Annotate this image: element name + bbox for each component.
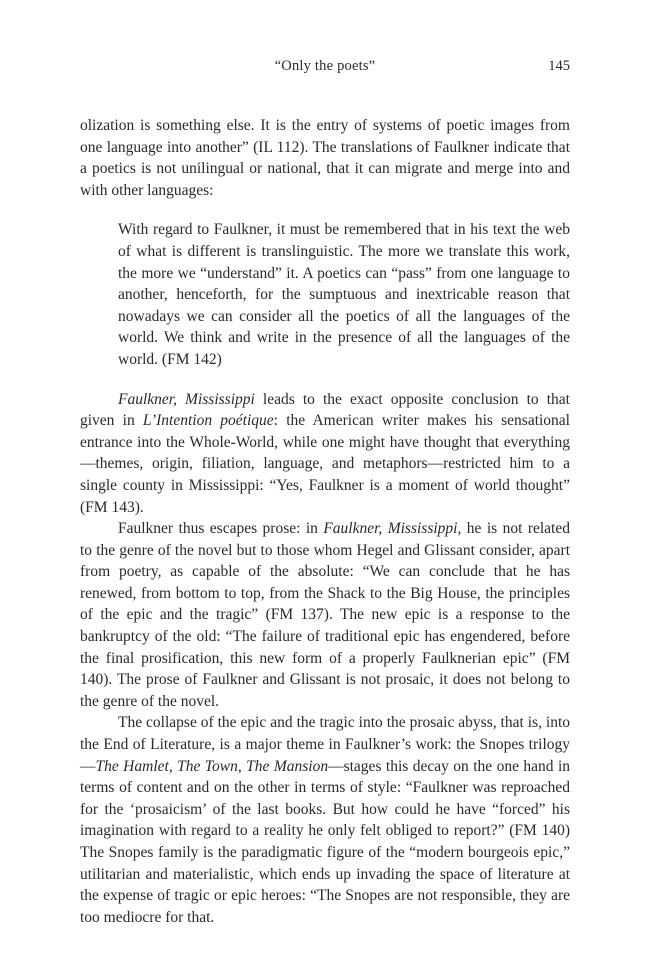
paragraph-text: —stages this decay on the one hand in terms of content and on the other in terms of style: “Faulkner was reproached for the ‘prosaicism’ of the last books. But how could he have “forced” his imagination with regard to a reality he only felt obliged to report?” (FM 140) The Snopes family is the paradigmatic figure of the “modern bourgeois epic,” utilitarian and materialistic, which ends up invading the space of literature at the expense of tragic or epic heroes: “The Snopes are not responsible, they are too mediocre for that. <box>80 757 571 926</box>
running-title: “Only the poets” <box>274 58 376 74</box>
book-title: Faulkner, Mississippi <box>118 390 255 408</box>
book-page <box>80 58 570 928</box>
title-separator: , <box>168 757 178 775</box>
paragraph-text: : the American writer makes his sensational entrance into the Whole-World, while one might have thought that everything—themes, origin, filiation, language, and metaphors—restricted him to a single county in Mississippi: “Yes, Faulkner is a moment of world thought” (FM 143). <box>80 412 570 516</box>
book-title: The Mansion <box>246 757 329 775</box>
paragraph-text: Faulkner thus escapes prose: in <box>118 520 324 538</box>
running-head <box>80 58 570 82</box>
book-title: L’Intention poétique <box>142 412 274 430</box>
page-number: 145 <box>548 58 570 74</box>
paragraph-text: leads to the exact opposite conclusion to that given in <box>80 390 570 430</box>
paragraph-continued: olization is something else. It is the entry of systems of poetic images from one language into another” (IL 112). The translations of Faulkner indicate that a poetics is not unilingual or national, that it can migrate and merge into and with other languages: <box>80 117 570 199</box>
paragraph-text: , he is not related to the genre of the novel but to those whom Hegel and Glissant consider, apart from poetry, as capable of the absolute: “We can conclude that he has renewed, from bottom to top, from the Shack to the Big House, the principles of the epic and the tragic” (FM 137). The new epic is a response to the bankruptcy of the old: “The failure of traditional epic has engendered, before the final prosification, this new form of a properly Faulknerian epic” (FM 140). The prose of Faulkner and Glissant is not prosaic, it does not belong to the genre of the novel. <box>80 520 570 710</box>
paragraph-faulkner-mississippi <box>80 389 570 519</box>
block-quote <box>118 219 570 370</box>
paragraph-collapse-of-epic <box>80 712 570 928</box>
title-separator: , <box>237 757 247 775</box>
paragraph-text: The collapse of the epic and the tragic into the prosaic abyss, that is, into the End of Literature, is a major theme in Faulkner’s work: the Snopes trilogy— <box>80 714 570 775</box>
book-title: The Hamlet <box>95 757 169 775</box>
book-title: Faulkner, Mississippi <box>323 520 458 538</box>
block-quote-text: With regard to Faulkner, it must be remembered that in his text the web of what is different is translinguistic. The more we translate this work, the more we “understand” it. A poetics can “pass” from one language to another, henceforth, for the sumptuous and inextricable reason that nowadays we can consider all the poetics of all the languages of the world. We think and write in the presence of all the languages of the world. (FM 142) <box>118 221 570 368</box>
book-title: The Town <box>177 757 238 775</box>
body-text <box>80 115 570 928</box>
paragraph-escapes-prose <box>80 518 570 712</box>
